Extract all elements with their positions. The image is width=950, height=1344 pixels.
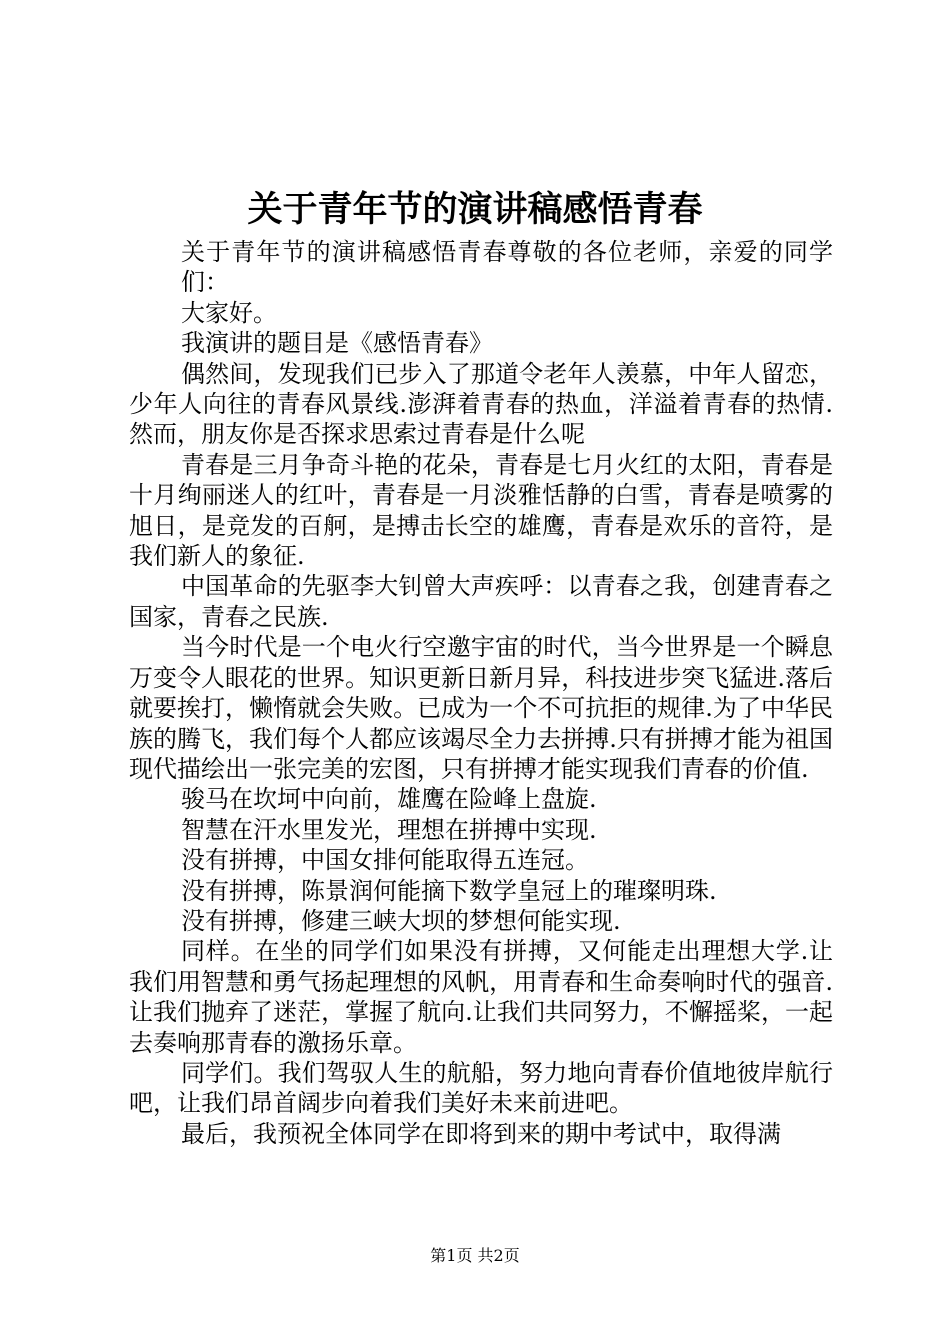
paragraph: 没有拼搏，陈景润何能摘下数学皇冠上的璀璨明珠. [181, 876, 717, 905]
paragraph: 大家好。 [181, 298, 277, 327]
paragraph: 我演讲的题目是《感悟青春》 [181, 329, 493, 358]
document-body [129, 237, 833, 1149]
opening-paragraph: 关于青年节的演讲稿感悟青春尊敬的各位老师，亲爱的同学们： [181, 238, 833, 297]
paragraph: 没有拼搏，修建三峡大坝的梦想何能实现. [181, 906, 621, 935]
paragraph: 当今时代是一个电火行空邀宇宙的时代，当今世界是一个瞬息万变令人眼花的世界。知识更新日新月异，科技进步突飞猛进.落后就要挨打，懒惰就会失败。已成为一个不可抗拒的规律.为了中华民族的腾飞，我们每个人都应该竭尽全力去拼搏.只有拼搏才能为祖国现代描绘出一张完美的宏图，只有拼搏才能实现我们青春的价值. [129, 633, 833, 783]
page-title: 关于青年节的演讲稿感悟青春 [247, 189, 703, 230]
page-indicator: 第1页 共2页 [430, 1246, 520, 1265]
paragraph: 同学们。我们驾驭人生的航船，努力地向青春价值地彼岸航行吧，让我们昂首阔步向着我们美好未来前进吧。 [129, 1058, 833, 1118]
paragraph: 没有拼搏，中国女排何能取得五连冠。 [181, 846, 589, 875]
paragraph: 同样。在坐的同学们如果没有拼搏，又何能走出理想大学.让我们用智慧和勇气扬起理想的风帆，用青春和生命奏响时代的强音.让我们抛弃了迷茫，掌握了航向.让我们共同努力，不懈摇桨，一起去奏响那青春的激扬乐章。 [129, 937, 833, 1057]
paragraph: 智慧在汗水里发光，理想在拼搏中实现. [181, 815, 597, 844]
paragraph: 偶然间，发现我们已步入了那道令老年人羡慕，中年人留恋，少年人向往的青春风景线.澎湃着青春的热血，洋溢着青春的热情.然而，朋友你是否探求思索过青春是什么呢 [129, 359, 833, 449]
paragraph: 骏马在坎坷中向前，雄鹰在险峰上盘旋. [181, 785, 597, 814]
paragraph: 中国革命的先驱李大钊曾大声疾呼：以青春之我，创建青春之国家，青春之民族. [129, 572, 833, 631]
paragraph: 最后，我预祝全体同学在即将到来的期中考试中，取得满 [181, 1119, 781, 1148]
paragraph: 青春是三月争奇斗艳的花朵，青春是七月火红的太阳，青春是十月绚丽迷人的红叶，青春是一月淡雅恬静的白雪，青春是喷雾的旭日，是竞发的百舸，是搏击长空的雄鹰，青春是欢乐的音符，是我们新人的象征. [129, 450, 833, 571]
